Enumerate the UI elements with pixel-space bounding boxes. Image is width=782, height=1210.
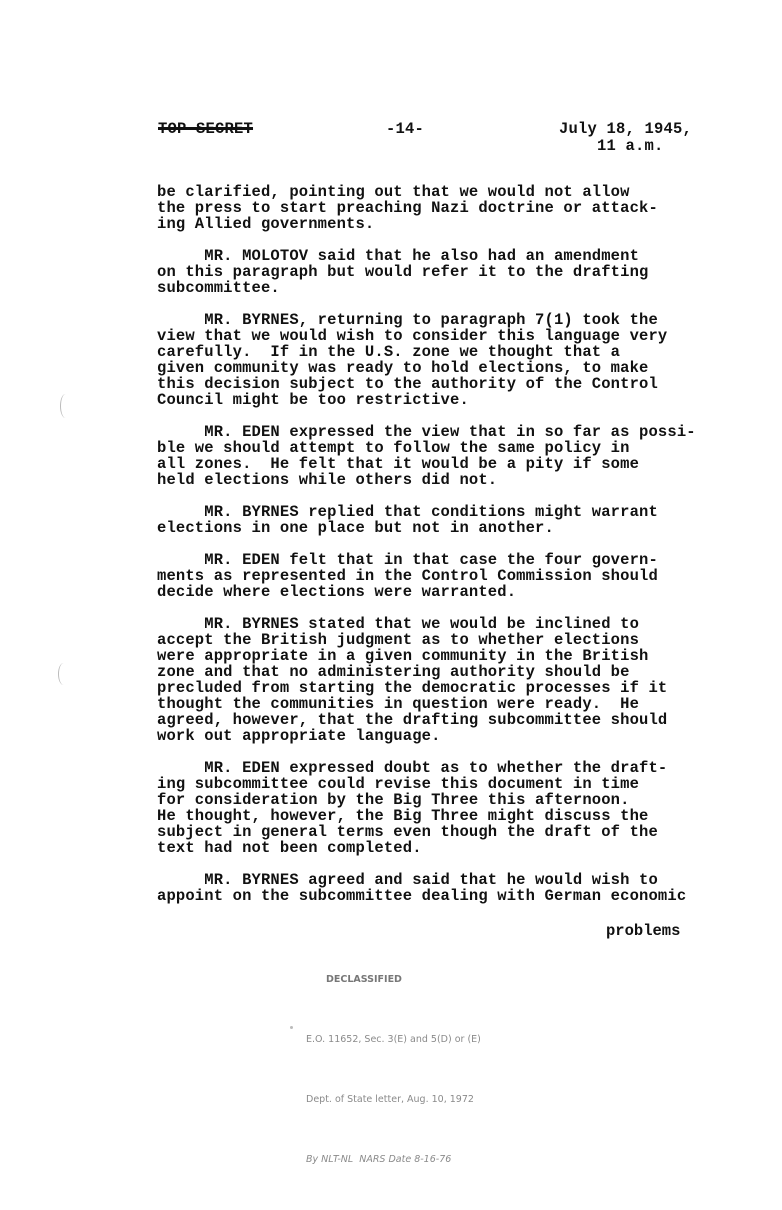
text-line: Council might be too restrictive. [157, 391, 469, 409]
meeting-date: July 18, 1945, [559, 120, 693, 138]
paragraph [157, 424, 717, 488]
stamp-signature-line: By NLT-NL NARS Date 8-16-76 [306, 1154, 452, 1165]
document-body [157, 184, 717, 920]
text-line: MR. EDEN expressed the view that in so far as possi- [157, 423, 696, 441]
text-line: be clarified, pointing out that we would not allow [157, 183, 630, 201]
paragraph [157, 248, 717, 296]
text-line: MR. BYRNES replied that conditions might warrant [157, 503, 658, 521]
text-line: on this paragraph but would refer it to the drafting [157, 263, 649, 281]
text-line: the press to start preaching Nazi doctrine or attack- [157, 199, 658, 217]
text-line: accept the British judgment as to whether elections [157, 631, 640, 649]
paragraph [157, 312, 717, 408]
text-line: decide where elections were warranted. [157, 583, 517, 601]
text-line: all zones. He felt that it would be a pity if some [157, 455, 640, 473]
text-line: view that we would wish to consider this language very [157, 327, 668, 345]
text-line: were appropriate in a given community in the British [157, 647, 649, 665]
binding-hole-mark [60, 394, 71, 418]
text-line: zone and that no administering authority should be [157, 663, 630, 681]
text-line: ble we should attempt to follow the same policy in [157, 439, 630, 457]
text-line: ing subcommittee could revise this document in time [157, 775, 640, 793]
text-line: ing Allied governments. [157, 215, 375, 233]
text-line: subcommittee. [157, 279, 280, 297]
text-line: MR. MOLOTOV said that he also had an amendment [157, 247, 640, 265]
text-line: thought the communities in question were ready. He [157, 695, 640, 713]
paragraph [157, 504, 717, 536]
text-line: carefully. If in the U.S. zone we thought that a [157, 343, 621, 361]
stamp-line: E.O. 11652, Sec. 3(E) and 5(D) or (E) [306, 1034, 481, 1045]
speck-mark [290, 1026, 293, 1029]
binding-hole-mark [58, 663, 69, 685]
stamp-line: Dept. of State letter, Aug. 10, 1972 [306, 1094, 474, 1105]
text-line: agreed, however, that the drafting subcommittee should [157, 711, 668, 729]
declassification-stamp [306, 930, 481, 1210]
text-line: appoint on the subcommittee dealing with German economic [157, 887, 687, 905]
text-line: elections in one place but not in another. [157, 519, 554, 537]
text-line: MR. BYRNES, returning to paragraph 7(1) took the [157, 311, 658, 329]
text-line: precluded from starting the democratic processes if it [157, 679, 668, 697]
paragraph [157, 616, 717, 744]
text-line: ments as represented in the Control Commission should [157, 567, 658, 585]
text-line: MR. EDEN expressed doubt as to whether the draft- [157, 759, 668, 777]
page-number: -14- [386, 120, 425, 138]
text-line: work out appropriate language. [157, 727, 441, 745]
text-line: held elections while others did not. [157, 471, 498, 489]
classification-marking: TOP SECRET [158, 120, 254, 138]
stamp-title: DECLASSIFIED [326, 974, 402, 985]
text-line: given community was ready to hold elections, to make [157, 359, 649, 377]
paragraph [157, 552, 717, 600]
meeting-time: 11 a.m. [597, 137, 664, 155]
text-line: this decision subject to the authority of the Control [157, 375, 658, 393]
text-line: subject in general terms even though the draft of the [157, 823, 658, 841]
paragraph [157, 872, 717, 904]
paragraph [157, 184, 717, 232]
text-line: MR. BYRNES stated that we would be inclined to [157, 615, 640, 633]
text-line: MR. BYRNES agreed and said that he would wish to [157, 871, 658, 889]
text-line: for consideration by the Big Three this afternoon. [157, 791, 630, 809]
text-line: He thought, however, the Big Three might discuss the [157, 807, 649, 825]
paragraph [157, 760, 717, 856]
catchword: problems [606, 922, 681, 940]
text-line: MR. EDEN felt that in that case the four govern- [157, 551, 658, 569]
text-line: text had not been completed. [157, 839, 422, 857]
